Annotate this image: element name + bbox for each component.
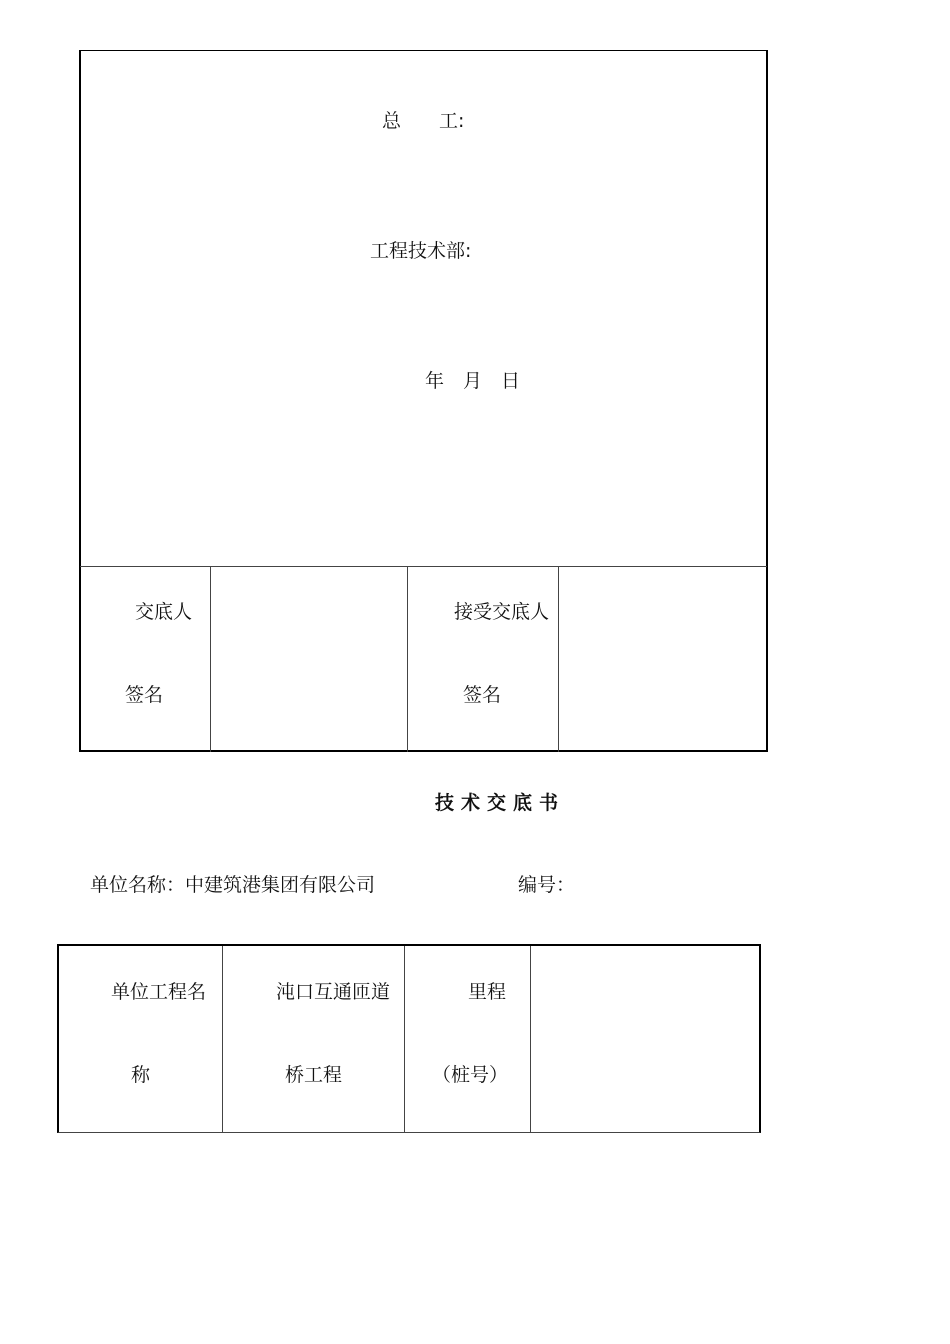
handover-sign-label: 签名 [125, 684, 164, 706]
unit-project-label: 单位工程名 [111, 981, 207, 1003]
receiver-sign-label: 签名 [463, 684, 502, 706]
project-name-cont: 桥工程 [285, 1064, 343, 1086]
unit-name: 单位名称：中建筑港集团有限公司 [90, 874, 376, 896]
column-divider [210, 566, 211, 752]
project-info-table [57, 944, 761, 1133]
column-divider [530, 946, 531, 1132]
project-name: 沌口互通匝道 [276, 981, 391, 1003]
tech-dept-label: 工程技术部: [370, 240, 472, 262]
receiver-label: 接受交底人 [454, 601, 550, 623]
number-label: 编号： [518, 874, 576, 896]
form-divider [80, 566, 767, 567]
unit-project-label-cont: 称 [131, 1064, 151, 1086]
column-divider [558, 566, 559, 752]
handover-person-label: 交底人 [135, 601, 193, 623]
approval-form [79, 50, 768, 752]
mileage-label-cont: （桩号） [432, 1064, 509, 1086]
column-divider [404, 946, 405, 1132]
mileage-label: 里程 [468, 981, 507, 1003]
chief-engineer-label: 总 工: [382, 110, 465, 132]
column-divider [222, 946, 223, 1132]
column-divider [407, 566, 408, 752]
date-label: 年 月 日 [425, 370, 521, 392]
document-title: 技术交底书 [435, 792, 566, 814]
